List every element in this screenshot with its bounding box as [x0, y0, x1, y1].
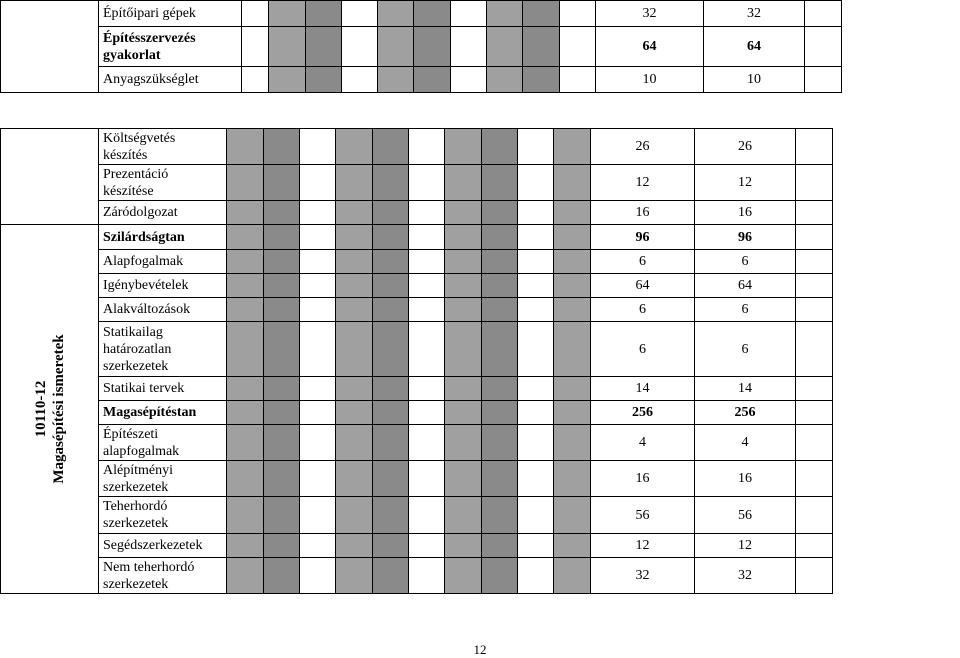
module-title: Magasépítési ismeretek [50, 334, 67, 484]
grid-cell [445, 129, 482, 165]
grid-cell [482, 225, 518, 250]
grid-cell [409, 497, 445, 534]
hours-total: 32 [695, 558, 796, 594]
hours-value: 12 [591, 534, 695, 558]
grid-cell [300, 201, 336, 225]
grid-cell [373, 425, 409, 461]
grid-cell [409, 201, 445, 225]
hours-total: 14 [695, 377, 796, 401]
grid-cell [373, 401, 409, 425]
grid-cell [560, 1, 596, 27]
grid-cell [227, 129, 264, 165]
grid-cell [269, 1, 306, 27]
subject-name: Záródolgozat [99, 201, 227, 225]
grid-cell [409, 401, 445, 425]
subject-name: Építőipari gépek [99, 1, 242, 27]
grid-cell [518, 274, 554, 298]
grid-cell [409, 558, 445, 594]
grid-cell [518, 534, 554, 558]
hours-value: 56 [591, 497, 695, 534]
grid-cell [409, 377, 445, 401]
hours-value: 26 [591, 129, 695, 165]
subject-name: Magasépítéstan [99, 401, 227, 425]
grid-cell [227, 274, 264, 298]
grid-cell [378, 1, 414, 27]
grid-cell [445, 534, 482, 558]
subject-name: Igénybevételek [99, 274, 227, 298]
grid-cell [336, 250, 373, 274]
grid-cell [373, 558, 409, 594]
grid-cell [554, 425, 591, 461]
grid-cell [264, 225, 300, 250]
table-row [1, 497, 833, 534]
table-row [1, 129, 833, 165]
grid-cell [482, 401, 518, 425]
grid-cell [445, 497, 482, 534]
hours-value: 10 [596, 67, 704, 93]
grid-cell [796, 129, 833, 165]
grid-cell [796, 425, 833, 461]
grid-cell [554, 497, 591, 534]
table-row [1, 274, 833, 298]
table-row [1, 322, 833, 377]
grid-cell [523, 27, 560, 67]
grid-cell [336, 225, 373, 250]
hours-value: 64 [596, 27, 704, 67]
grid-cell [300, 534, 336, 558]
grid-cell [523, 1, 560, 27]
module-label-text [32, 334, 68, 483]
grid-cell [373, 201, 409, 225]
grid-cell [554, 165, 591, 201]
grid-cell [264, 129, 300, 165]
grid-cell [445, 558, 482, 594]
subject-name: Prezentáció készítése [99, 165, 227, 201]
grid-cell [554, 461, 591, 497]
hours-total: 256 [695, 401, 796, 425]
grid-cell [482, 201, 518, 225]
subject-name: Statikailag határozatlan szerkezetek [99, 322, 227, 377]
grid-cell [482, 558, 518, 594]
grid-cell [336, 377, 373, 401]
grid-cell [269, 27, 306, 67]
grid-cell [336, 201, 373, 225]
subject-name: Segédszerkezetek [99, 534, 227, 558]
hours-value: 96 [591, 225, 695, 250]
module-cell-empty [1, 129, 99, 225]
subject-name: Alapfogalmak [99, 250, 227, 274]
grid-cell [264, 250, 300, 274]
grid-cell [796, 298, 833, 322]
grid-cell [414, 67, 451, 93]
grid-cell [336, 298, 373, 322]
grid-cell [264, 558, 300, 594]
hours-total: 64 [704, 27, 805, 67]
grid-cell [300, 274, 336, 298]
hours-total: 10 [704, 67, 805, 93]
table-row [1, 298, 833, 322]
subject-name: Statikai tervek [99, 377, 227, 401]
grid-cell [796, 401, 833, 425]
grid-cell [227, 225, 264, 250]
grid-cell [227, 250, 264, 274]
grid-cell [306, 67, 342, 93]
grid-cell [518, 558, 554, 594]
grid-cell [336, 165, 373, 201]
grid-cell [373, 377, 409, 401]
grid-cell [264, 201, 300, 225]
grid-cell [482, 322, 518, 377]
grid-cell [336, 425, 373, 461]
grid-cell [796, 497, 833, 534]
grid-cell [264, 497, 300, 534]
hours-total: 32 [704, 1, 805, 27]
grid-cell [373, 461, 409, 497]
grid-cell [518, 377, 554, 401]
grid-cell [554, 274, 591, 298]
grid-cell [518, 201, 554, 225]
grid-cell [264, 534, 300, 558]
grid-cell [445, 461, 482, 497]
hours-total: 96 [695, 225, 796, 250]
grid-cell [482, 274, 518, 298]
grid-cell [409, 461, 445, 497]
grid-cell [554, 250, 591, 274]
table-row [1, 250, 833, 274]
module-code: 10110-12 [32, 380, 49, 438]
hours-total: 12 [695, 534, 796, 558]
grid-cell [796, 377, 833, 401]
grid-cell [264, 401, 300, 425]
hours-value: 256 [591, 401, 695, 425]
grid-cell [523, 67, 560, 93]
grid-cell [414, 1, 451, 27]
grid-cell [482, 461, 518, 497]
grid-cell [336, 274, 373, 298]
hours-value: 16 [591, 201, 695, 225]
grid-cell [409, 298, 445, 322]
grid-cell [378, 67, 414, 93]
grid-cell [264, 165, 300, 201]
table-row [1, 377, 833, 401]
hours-value: 6 [591, 250, 695, 274]
hours-total: 4 [695, 425, 796, 461]
grid-cell [445, 401, 482, 425]
hours-value: 14 [591, 377, 695, 401]
subject-name: Teherhordó szerkezetek [99, 497, 227, 534]
grid-cell [342, 27, 378, 67]
grid-cell [336, 129, 373, 165]
subject-name: Költségvetés készítés [99, 129, 227, 165]
grid-cell [445, 250, 482, 274]
grid-cell [373, 129, 409, 165]
module-cell-empty [1, 1, 99, 93]
grid-cell [264, 322, 300, 377]
grid-cell [227, 497, 264, 534]
grid-cell [482, 250, 518, 274]
grid-cell [242, 1, 269, 27]
grid-cell [300, 165, 336, 201]
grid-cell [554, 534, 591, 558]
grid-cell [336, 497, 373, 534]
subject-name: Alépítményi szerkezetek [99, 461, 227, 497]
grid-cell [342, 67, 378, 93]
grid-cell [300, 558, 336, 594]
grid-cell [554, 322, 591, 377]
table-row [1, 558, 833, 594]
grid-cell [796, 274, 833, 298]
grid-cell [445, 322, 482, 377]
grid-cell [373, 322, 409, 377]
grid-cell [336, 461, 373, 497]
grid-cell [378, 27, 414, 67]
grid-cell [414, 27, 451, 67]
grid-cell [227, 558, 264, 594]
grid-cell [300, 401, 336, 425]
grid-cell [554, 558, 591, 594]
hours-value: 32 [591, 558, 695, 594]
curriculum-table-top [0, 0, 842, 93]
grid-cell [805, 27, 842, 67]
module-label [1, 225, 99, 594]
grid-cell [227, 201, 264, 225]
hours-total: 6 [695, 298, 796, 322]
grid-cell [373, 534, 409, 558]
grid-cell [554, 201, 591, 225]
grid-cell [409, 225, 445, 250]
grid-cell [409, 250, 445, 274]
grid-cell [518, 425, 554, 461]
grid-cell [445, 201, 482, 225]
grid-cell [445, 274, 482, 298]
hours-value: 6 [591, 322, 695, 377]
table-row [1, 27, 842, 67]
grid-cell [300, 377, 336, 401]
grid-cell [336, 534, 373, 558]
table-row [1, 425, 833, 461]
grid-cell [336, 322, 373, 377]
hours-value: 16 [591, 461, 695, 497]
hours-total: 26 [695, 129, 796, 165]
grid-cell [300, 298, 336, 322]
table-row [1, 225, 833, 250]
grid-cell [451, 67, 487, 93]
grid-cell [409, 274, 445, 298]
grid-cell [264, 377, 300, 401]
table-row [1, 165, 833, 201]
grid-cell [518, 401, 554, 425]
grid-cell [796, 322, 833, 377]
grid-cell [227, 461, 264, 497]
grid-cell [264, 298, 300, 322]
grid-cell [805, 1, 842, 27]
grid-cell [796, 250, 833, 274]
table-row [1, 1, 842, 27]
grid-cell [805, 67, 842, 93]
grid-cell [445, 225, 482, 250]
grid-cell [796, 558, 833, 594]
grid-cell [227, 322, 264, 377]
hours-value: 32 [596, 1, 704, 27]
subject-name: Építésszervezés gyakorlat [99, 27, 242, 67]
grid-cell [300, 225, 336, 250]
grid-cell [518, 165, 554, 201]
grid-cell [796, 165, 833, 201]
grid-cell [451, 1, 487, 27]
grid-cell [336, 558, 373, 594]
grid-cell [482, 534, 518, 558]
grid-cell [300, 322, 336, 377]
grid-cell [445, 377, 482, 401]
grid-cell [300, 461, 336, 497]
grid-cell [796, 461, 833, 497]
grid-cell [264, 425, 300, 461]
page-number: 12 [473, 642, 487, 657]
grid-cell [409, 425, 445, 461]
grid-cell [373, 165, 409, 201]
grid-cell [300, 425, 336, 461]
grid-cell [554, 377, 591, 401]
table-row [1, 534, 833, 558]
grid-cell [373, 250, 409, 274]
grid-cell [487, 1, 523, 27]
grid-cell [554, 298, 591, 322]
grid-cell [306, 1, 342, 27]
grid-cell [306, 27, 342, 67]
grid-cell [409, 165, 445, 201]
grid-cell [264, 461, 300, 497]
grid-cell [554, 401, 591, 425]
subject-name: Anyagszükséglet [99, 67, 242, 93]
grid-cell [482, 377, 518, 401]
grid-cell [445, 165, 482, 201]
grid-cell [482, 129, 518, 165]
grid-cell [227, 298, 264, 322]
grid-cell [518, 129, 554, 165]
grid-cell [227, 534, 264, 558]
grid-cell [373, 225, 409, 250]
grid-cell [269, 67, 306, 93]
grid-cell [409, 322, 445, 377]
grid-cell [518, 225, 554, 250]
grid-cell [373, 298, 409, 322]
grid-cell [560, 67, 596, 93]
grid-cell [482, 298, 518, 322]
hours-total: 16 [695, 201, 796, 225]
table-row [1, 401, 833, 425]
grid-cell [300, 129, 336, 165]
grid-cell [554, 225, 591, 250]
hours-total: 12 [695, 165, 796, 201]
hours-total: 64 [695, 274, 796, 298]
grid-cell [482, 497, 518, 534]
grid-cell [445, 298, 482, 322]
subject-name: Szilárdságtan [99, 225, 227, 250]
grid-cell [560, 27, 596, 67]
hours-total: 6 [695, 250, 796, 274]
grid-cell [373, 274, 409, 298]
hours-total: 6 [695, 322, 796, 377]
grid-cell [451, 27, 487, 67]
grid-cell [518, 322, 554, 377]
hours-value: 12 [591, 165, 695, 201]
curriculum-table-bottom [0, 128, 833, 594]
grid-cell [796, 534, 833, 558]
grid-cell [796, 201, 833, 225]
grid-cell [242, 27, 269, 67]
grid-cell [518, 497, 554, 534]
grid-cell [300, 497, 336, 534]
grid-cell [227, 401, 264, 425]
subject-name: Építészeti alapfogalmak [99, 425, 227, 461]
grid-cell [487, 27, 523, 67]
hours-value: 4 [591, 425, 695, 461]
grid-cell [518, 250, 554, 274]
grid-cell [518, 298, 554, 322]
table-row [1, 461, 833, 497]
grid-cell [242, 67, 269, 93]
grid-cell [227, 377, 264, 401]
hours-value: 64 [591, 274, 695, 298]
grid-cell [409, 129, 445, 165]
grid-cell [342, 1, 378, 27]
grid-cell [227, 425, 264, 461]
grid-cell [336, 401, 373, 425]
table-row [1, 67, 842, 93]
subject-name: Alakváltozások [99, 298, 227, 322]
grid-cell [373, 497, 409, 534]
hours-total: 16 [695, 461, 796, 497]
grid-cell [554, 129, 591, 165]
grid-cell [796, 225, 833, 250]
subject-name: Nem teherhordó szerkezetek [99, 558, 227, 594]
grid-cell [264, 274, 300, 298]
table-row [1, 201, 833, 225]
grid-cell [445, 425, 482, 461]
grid-cell [227, 165, 264, 201]
hours-total: 56 [695, 497, 796, 534]
grid-cell [409, 534, 445, 558]
grid-cell [482, 165, 518, 201]
grid-cell [487, 67, 523, 93]
grid-cell [518, 461, 554, 497]
grid-cell [300, 250, 336, 274]
grid-cell [482, 425, 518, 461]
hours-value: 6 [591, 298, 695, 322]
